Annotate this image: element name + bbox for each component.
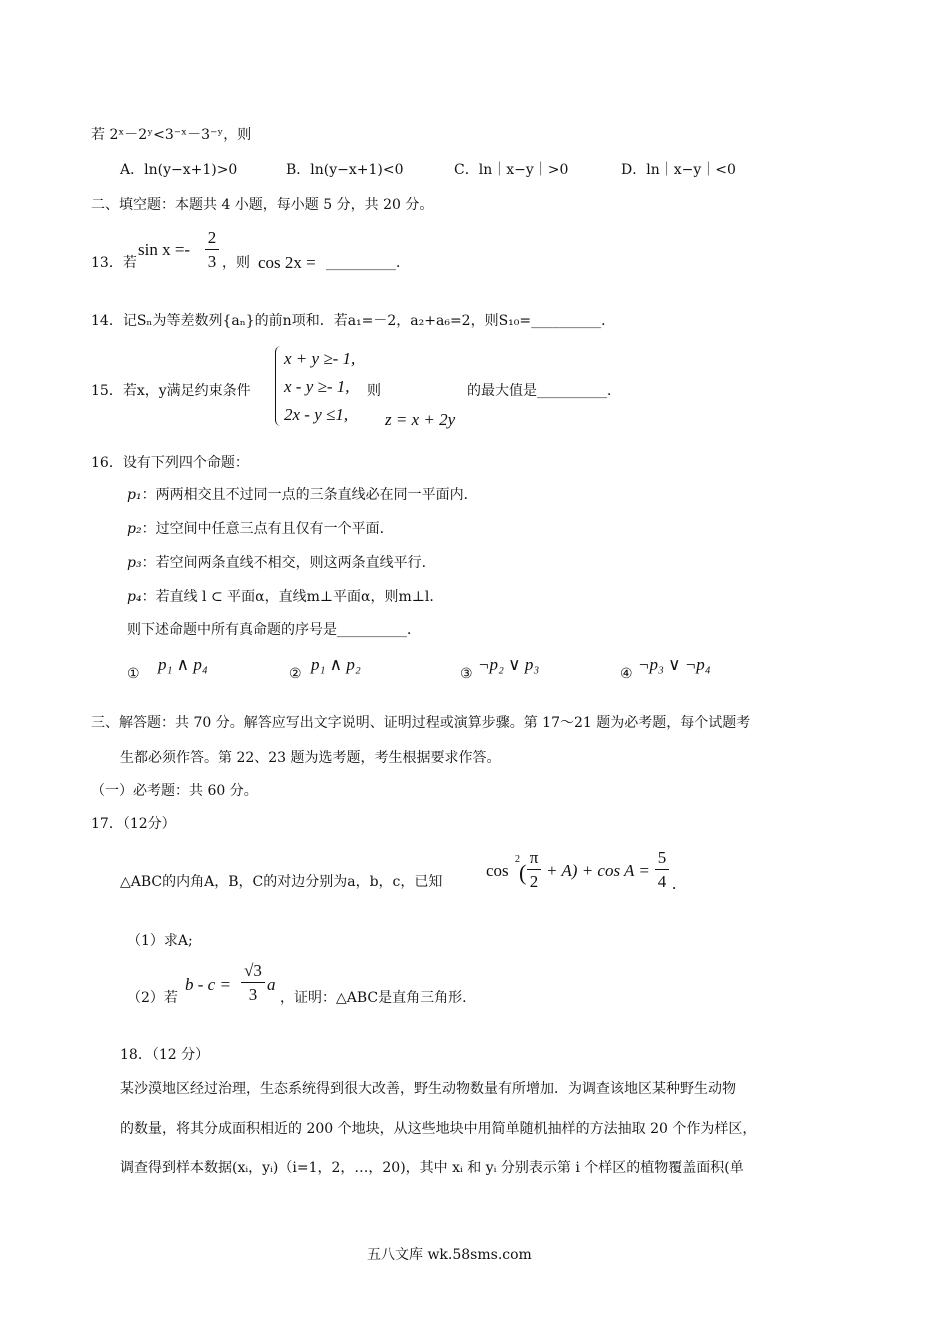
q17-pi-over-2: π 2 — [527, 849, 541, 890]
q15-objective: z = x + 2y — [385, 410, 456, 429]
q17-cos: cos — [486, 861, 509, 880]
section-3-heading-line-1: 三、解答题：共 70 分。解答应写出文字说明、证明过程或演算步骤。第 17～21 题为必考题，每个试题考 — [91, 715, 751, 731]
q15-number: 15．若x，y满足约束条件 — [91, 383, 251, 399]
q13-lhs: sin x =- — [138, 240, 191, 259]
q12-option-c: C．ln｜x−y｜>0 — [454, 162, 569, 178]
q13-rhs: cos 2x = — [258, 253, 316, 272]
q13-frac-num: 2 — [207, 228, 217, 247]
q13-frac-den: 3 — [207, 252, 217, 271]
q16-choice-4-expr: ¬p₃ ∨ ¬p₄ — [638, 655, 711, 674]
q17-part-2-lead: （2）若 — [127, 990, 178, 1006]
q17-square: 2 — [515, 854, 520, 865]
q17-sqrt3-over-3: √3 3 — [241, 962, 265, 1003]
q15-then: 则 — [367, 383, 381, 399]
q16-choice-3-expr: ¬p₂ ∨ p₃ — [478, 655, 540, 674]
q17-part-2-tail: ，证明：△ABC是直角三角形. — [280, 990, 467, 1006]
q16-choice-3-mark: ③ — [460, 666, 473, 682]
section-3-heading-line-2: 生都必须作答。第 22、23 题为选考题，考生根据要求作答。 — [120, 750, 501, 766]
q12-option-a: A．ln(y−x+1)>0 — [120, 162, 238, 178]
q12-option-b: B．ln(y−x+1)<0 — [286, 162, 404, 178]
q15-constraint-3: 2x - y ≤1, — [284, 405, 349, 424]
q15-constraint-1: x + y ≥- 1, — [284, 349, 356, 368]
q16-proposition-3: p₃：若空间两条直线不相交，则这两条直线平行． — [127, 555, 436, 571]
q15-brace — [275, 346, 282, 426]
footer-watermark: 五八文库 wk.58sms.com — [367, 1247, 532, 1263]
q16-proposition-4: p₄：若直线 l ⊂ 平面α，直线m⊥平面α，则m⊥l． — [127, 589, 444, 605]
q13-fraction — [205, 229, 219, 270]
section-2-heading: 二、填空题：本题共 4 小题，每小题 5 分，共 20 分。 — [91, 197, 434, 213]
q17-a: a — [267, 975, 276, 994]
q16-ask: 则下述命题中所有真命题的序号是__________． — [127, 622, 421, 638]
q17-period: . — [672, 874, 677, 893]
q16-choice-1-mark: ① — [127, 666, 140, 682]
q16-choice-4-mark: ④ — [620, 666, 633, 682]
q17-part-1: （1）求A; — [127, 933, 193, 949]
q17-b-minus-c: b - c = — [185, 975, 231, 994]
q16-choice-2-expr: p₁ ∧ p₂ — [311, 655, 361, 674]
q16-proposition-1: p₁：两两相交且不过同一点的三条直线必在同一平面内． — [127, 487, 478, 503]
q18-heading: 18．（12 分） — [120, 1047, 210, 1063]
q18-line-3: 调查得到样本数据(xᵢ，yᵢ)（i=1，2，…，20)，其中 xᵢ 和 yᵢ 分别表示第 i 个样区的植物覆盖面积(单 — [120, 1160, 744, 1176]
q16-proposition-2: p₂：过空间中任意三点有且仅有一个平面． — [127, 521, 394, 537]
q15-constraint-2: x - y ≥- 1, — [284, 377, 350, 396]
q17-expr: + A) + cos A = — [546, 861, 650, 880]
q18-line-1: 某沙漠地区经过治理，生态系统得到很大改善，野生动物数量有所增加．为调查该地区某种野生动物 — [120, 1081, 736, 1097]
q16-stem: 16．设有下列四个命题： — [91, 455, 249, 471]
q17-stem: △ABC的内角A，B，C的对边分别为a，b，c，已知 — [120, 874, 443, 890]
q15-tail: 的最大值是__________． — [467, 383, 621, 399]
q13-number: 13．若 — [91, 255, 137, 271]
section-3-subheading: （一）必考题：共 60 分。 — [91, 783, 258, 799]
q17-left-paren: ( — [519, 860, 527, 885]
q17-heading: 17．（12分） — [91, 816, 176, 832]
q17-five-fourths: 5 4 — [655, 849, 669, 890]
q13-mid: ，则 — [222, 255, 250, 271]
q13-blank: __________． — [326, 255, 410, 271]
q12-option-d: D．ln｜x−y｜<0 — [621, 162, 736, 178]
q16-choice-1-expr: p₁ ∧ p₄ — [158, 655, 208, 674]
q14-text: 14．记Sₙ为等差数列{aₙ}的前n项和．若a₁=－2，a₂+a₆=2，则S₁₀=__________． — [91, 313, 616, 329]
q12-stem: 若 2ˣ－2ʸ<3⁻ˣ－3⁻ʸ，则 — [91, 127, 252, 143]
q18-line-2: 的数量，将其分成面积相近的 200 个地块，从这些地块中用简单随机抽样的方法抽取 20 个作为样区， — [120, 1121, 757, 1137]
q16-choice-2-mark: ② — [289, 666, 302, 682]
